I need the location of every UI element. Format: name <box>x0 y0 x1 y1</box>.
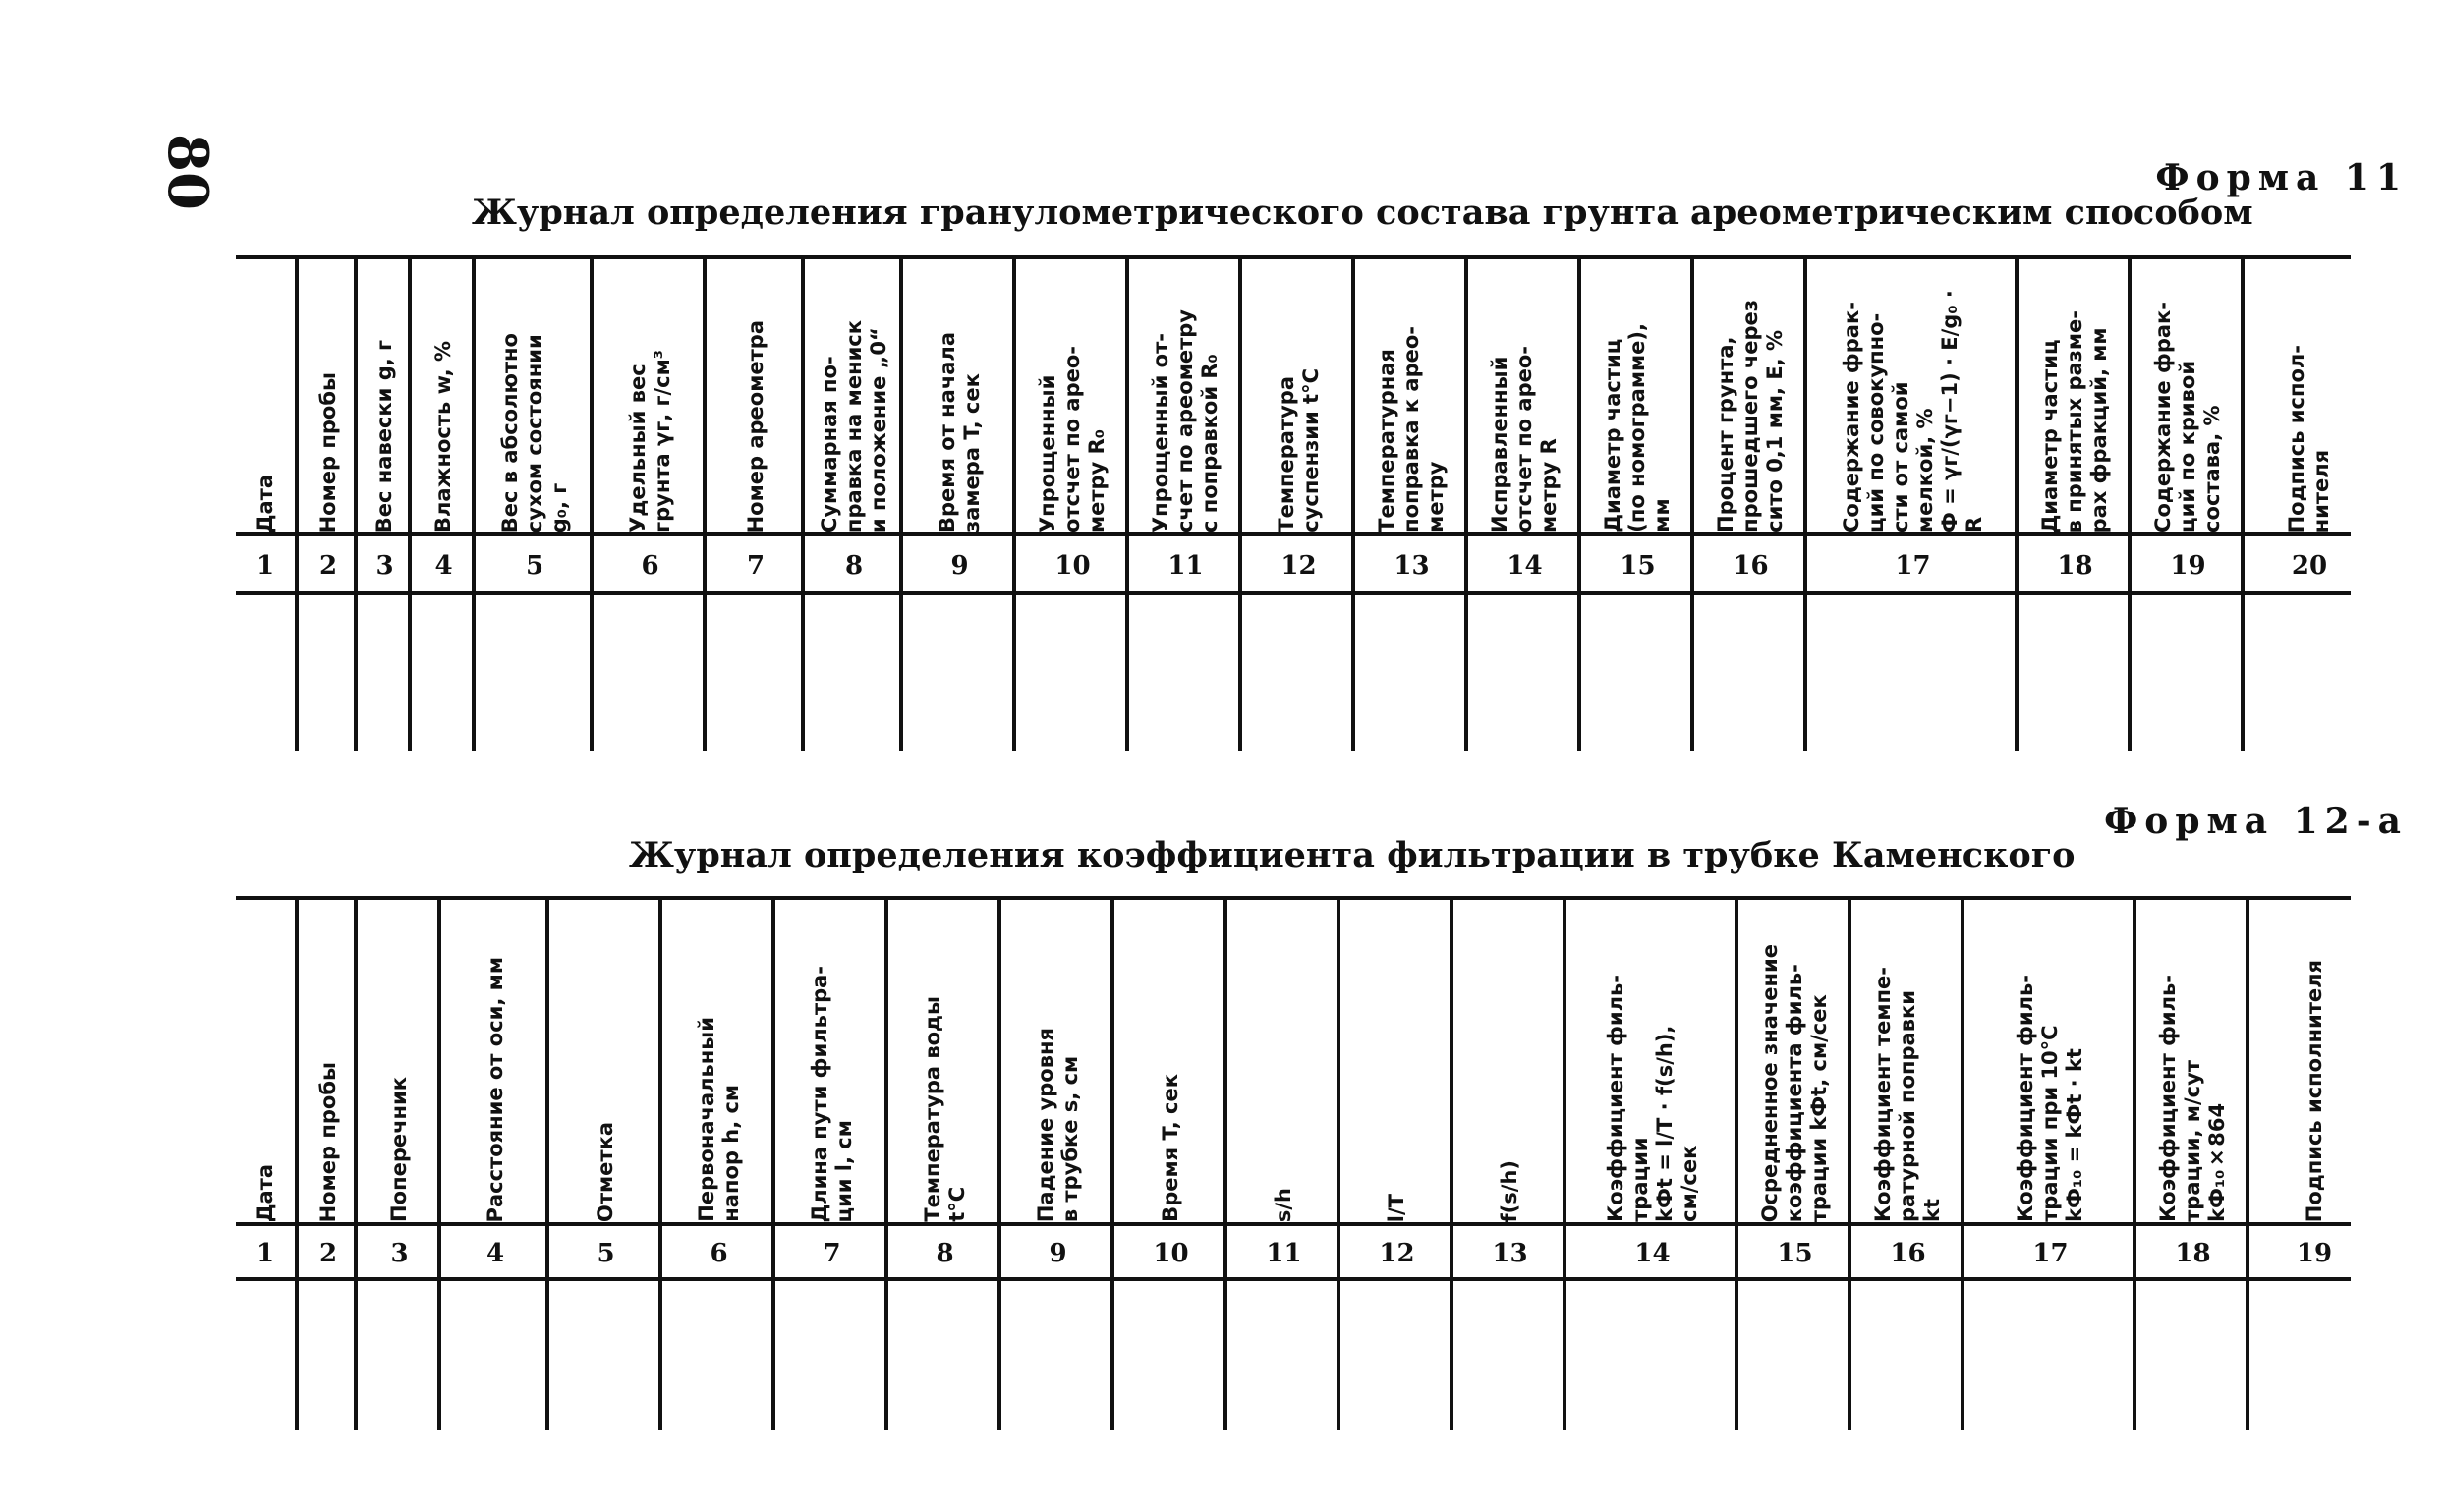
form12a-col-14 <box>1563 900 1738 1430</box>
form11-col-number: 14 <box>1507 551 1543 581</box>
page-number: 80 <box>155 134 220 210</box>
form12a-col-header-text: Коэффициент филь- трации, м/сут kФ₁₀×864 <box>2156 975 2229 1222</box>
form12a-col-header-cell <box>1738 900 1851 1222</box>
form12a-col-number: 2 <box>318 1239 338 1268</box>
form12a-col-3 <box>354 900 441 1430</box>
form11-col-header-text: Диаметр частиц (по номограмме), мм <box>1601 323 1674 532</box>
form12a-col-header-text: Коэффициент филь- трации kФt = l/T · f(s/h), см/сек <box>1603 975 1701 1222</box>
form11-col-header-text: Вес в абсолютно сухом состоянии g₀, г <box>497 332 571 532</box>
form11-col-7 <box>703 259 805 751</box>
form12a-col-number: 3 <box>390 1239 409 1268</box>
form11-col-1 <box>236 259 295 751</box>
form12a-col-number: 10 <box>1153 1239 1189 1268</box>
form11-col-header-text: Влажность w, % <box>431 341 455 532</box>
form11-col-9 <box>899 259 1016 751</box>
form12a-col-number: 1 <box>256 1239 275 1268</box>
form11-col-header-cell <box>299 259 358 532</box>
form11-col-header-text: Температура суспензии t°C <box>1274 368 1323 532</box>
form11-col-number: 7 <box>746 551 766 581</box>
form11-col-header-text: Упрощенный от- счет по ареометру с поправкой R₀ <box>1149 308 1222 532</box>
form11-col-3 <box>354 259 412 751</box>
form12a-col-number: 13 <box>1492 1239 1528 1268</box>
form11-label: Форма 11 <box>2155 157 2408 198</box>
form11-col-header-text: Номер ареометра <box>743 319 768 532</box>
form11-col-header-cell <box>1355 259 1468 532</box>
form11-col-header-text: Суммарная по- правка на мениск и положение „0“ <box>817 319 890 532</box>
form11-col-number: 18 <box>2057 551 2093 581</box>
form12a-col-16 <box>1848 900 1964 1430</box>
form12a-col-header-cell <box>1227 900 1340 1222</box>
form12a-col-header-text: Расстояние от оси, мм <box>483 956 507 1222</box>
form11-col-8 <box>801 259 903 751</box>
form12a-col-15 <box>1735 900 1851 1430</box>
form11-col-number: 19 <box>2170 551 2206 581</box>
form12a-col-header-cell <box>358 900 441 1222</box>
form12a-col-4 <box>437 900 549 1430</box>
form12a-col-number: 6 <box>710 1239 728 1268</box>
form12a-col-header-cell <box>775 900 888 1222</box>
form11-col-10 <box>1012 259 1129 751</box>
form11-col-number: 2 <box>318 551 338 581</box>
form11-col-13 <box>1351 259 1468 751</box>
form12a-col-5 <box>545 900 662 1430</box>
form11-col-number: 1 <box>256 551 275 581</box>
form12a-col-7 <box>771 900 888 1430</box>
form12a-title: Журнал определения коэффициента фильтрации в трубке Каменского <box>629 835 2076 875</box>
form12a-col-10 <box>1110 900 1227 1430</box>
form12a-col-9 <box>997 900 1114 1430</box>
form12a-col-header-cell <box>1851 900 1964 1222</box>
form11-col-header-text: Диаметр частиц в принятых разме- рах фракций, мм <box>2038 309 2111 532</box>
form11-col-number: 12 <box>1280 551 1317 581</box>
form11-col-header-text: Температурная поправка к арео- метру <box>1375 326 1448 532</box>
form11-col-header-cell <box>1694 259 1807 532</box>
form12a-col-header-cell <box>1566 900 1738 1222</box>
form12a-col-header-text: Падение уровня в трубке s, см <box>1033 1027 1082 1222</box>
form12a-col-header-text: Коэффициент филь- трации при 10°C kФ₁₀ = kФt · kt <box>2014 975 2086 1222</box>
form11-col-header-cell <box>707 259 805 532</box>
form11-col-15 <box>1577 259 1694 751</box>
form12a-col-header-cell <box>2136 900 2249 1222</box>
form11-col-16 <box>1690 259 1807 751</box>
form12a-col-number: 8 <box>936 1239 954 1268</box>
form12a-col-number: 7 <box>823 1239 841 1268</box>
form12a-label: Форма 12-а <box>2104 801 2408 842</box>
form11-col-18 <box>2015 259 2132 751</box>
form12a-col-number: 15 <box>1777 1239 1813 1268</box>
form12a-col-header-text: Осредненное значение коэффициента филь- трации kФt, см/сек <box>1758 943 1831 1222</box>
form12a-col-number: 17 <box>2032 1239 2069 1268</box>
form12a-col-header-text: Отметка <box>594 1121 617 1222</box>
form11-col-header-cell <box>1581 259 1694 532</box>
form12a-col-number: 9 <box>1049 1239 1067 1268</box>
form12a-col-header-text: Время T, сек <box>1159 1074 1182 1222</box>
form11-col-header-cell <box>1468 259 1581 532</box>
form11-col-number: 8 <box>844 551 864 581</box>
form11-col-number: 10 <box>1054 551 1091 581</box>
form11-col-header-text: Вес навески g, г <box>372 339 396 532</box>
form12a-col-header-text: Первоначальный напор h, см <box>694 1017 743 1222</box>
form12a-col-header-cell <box>1114 900 1227 1222</box>
form12a-col-header-cell <box>1001 900 1114 1222</box>
form12a-col-header-text: Поперечник <box>387 1077 411 1222</box>
form12a-col-number: 19 <box>2296 1239 2333 1268</box>
form12a-col-header-text: f(s/h) <box>1498 1159 1521 1222</box>
form12a-col-header-text: l/T <box>1385 1193 1408 1222</box>
form12a-col-header-text: Номер пробы <box>315 1061 340 1222</box>
form11-col-number: 20 <box>2291 551 2328 581</box>
form11-col-header-cell <box>2019 259 2132 532</box>
form11-col-6 <box>590 259 707 751</box>
form12a-col-number: 11 <box>1266 1239 1302 1268</box>
form12a-col-header-cell <box>236 900 295 1222</box>
form11-col-4 <box>408 259 476 751</box>
form11-col-header-cell <box>903 259 1016 532</box>
form11-col-header-cell <box>1016 259 1129 532</box>
form12a-col-18 <box>2133 900 2249 1430</box>
form11-col-header-cell <box>1242 259 1355 532</box>
form11-col-11 <box>1125 259 1242 751</box>
form12a-col-12 <box>1337 900 1453 1430</box>
form11-col-header-text: Дата <box>253 474 277 532</box>
form12a-col-header-cell <box>1340 900 1453 1222</box>
form12a-col-6 <box>658 900 775 1430</box>
form11-col-number: 3 <box>375 551 394 581</box>
form12a-col-number: 16 <box>1890 1239 1926 1268</box>
form12a-col-header-cell <box>888 900 1001 1222</box>
form11-col-header-text: Процент грунта, прошедшего через сито 0,1 мм, E, % <box>1714 300 1787 532</box>
form11-col-header-text: Упрощенный отсчет по арео- метру R₀ <box>1036 345 1109 532</box>
form11-col-header-cell <box>2132 259 2245 532</box>
form12a-col-8 <box>884 900 1001 1430</box>
form12a-col-header-cell <box>1453 900 1566 1222</box>
form11-col-20 <box>2241 259 2374 751</box>
form12a-col-number: 14 <box>1634 1239 1671 1268</box>
form12a-col-1 <box>236 900 295 1430</box>
form11-col-number: 16 <box>1733 551 1769 581</box>
form11-col-header-text: Удельный вес грунта γг, г/см³ <box>625 350 674 532</box>
form11-col-header-cell <box>412 259 476 532</box>
form11-col-12 <box>1238 259 1355 751</box>
form12a-col-19 <box>2246 900 2379 1430</box>
form12a-col-2 <box>295 900 358 1430</box>
form11-col-header-cell <box>2245 259 2374 532</box>
form11-col-header-cell <box>805 259 903 532</box>
form11-col-header-text: Содержание фрак- ций по совокупно- сти от самой мелкой, % Ф = γг/(γг−1) · E/g₀ · R <box>1839 290 1986 532</box>
form11-col-number: 15 <box>1620 551 1656 581</box>
form12a-col-number: 12 <box>1379 1239 1415 1268</box>
form12a-col-header-text: Дата <box>253 1163 277 1222</box>
form11-col-header-cell <box>1129 259 1242 532</box>
form12a-col-header-text: Температура воды t°C <box>920 996 969 1222</box>
form11-col-header-cell <box>476 259 594 532</box>
form12a-col-header-text: s/h <box>1272 1187 1295 1222</box>
form12a-col-13 <box>1450 900 1566 1430</box>
form11-col-number: 4 <box>434 551 453 581</box>
form12a-col-number: 4 <box>485 1239 505 1268</box>
form11-col-number: 9 <box>950 551 969 581</box>
form11-col-number: 6 <box>641 551 659 581</box>
form12a-col-17 <box>1961 900 2136 1430</box>
form11-title: Журнал определения гранулометрического состава грунта ареометрическим способом <box>472 193 2253 233</box>
form12a-col-header-cell <box>2249 900 2379 1222</box>
form11-col-5 <box>472 259 594 751</box>
form11-col-header-text: Исправленный отсчет по арео- метру R <box>1488 345 1561 532</box>
form12a-col-header-cell <box>549 900 662 1222</box>
form11-col-14 <box>1464 259 1581 751</box>
form11-table <box>236 255 2351 766</box>
form11-col-number: 13 <box>1394 551 1430 581</box>
form11-col-header-cell <box>236 259 295 532</box>
form11-col-header-cell <box>358 259 412 532</box>
form11-col-header-cell <box>594 259 707 532</box>
form12a-col-header-cell <box>441 900 549 1222</box>
form12a-col-header-cell <box>299 900 358 1222</box>
form11-col-header-text: Подпись испол- нителя <box>2285 344 2333 532</box>
form11-col-2 <box>295 259 358 751</box>
form12a-col-header-text: Коэффициент темпе- ратурной поправки kt <box>1871 967 1944 1222</box>
form11-col-header-text: Время от начала замера T, сек <box>935 332 984 532</box>
form11-col-19 <box>2128 259 2245 751</box>
form12a-col-11 <box>1224 900 1340 1430</box>
form12a-col-number: 18 <box>2175 1239 2211 1268</box>
form11-col-number: 11 <box>1167 551 1204 581</box>
form11-col-header-text: Содержание фрак- ций по кривой состава, % <box>2151 302 2224 532</box>
form12a-col-header-text: Длина пути фильтра- ции l, см <box>807 965 856 1222</box>
form11-col-header-cell <box>1807 259 2019 532</box>
form11-col-header-text: Номер пробы <box>315 371 340 532</box>
form12a-col-header-text: Подпись исполнителя <box>2302 959 2326 1222</box>
form11-col-17 <box>1803 259 2019 751</box>
form11-col-number: 5 <box>525 551 544 581</box>
form11-col-number: 17 <box>1895 551 1931 581</box>
form12a-table <box>236 896 2351 1446</box>
form12a-col-header-cell <box>1964 900 2136 1222</box>
form12a-col-header-cell <box>662 900 775 1222</box>
form12a-col-number: 5 <box>597 1239 615 1268</box>
